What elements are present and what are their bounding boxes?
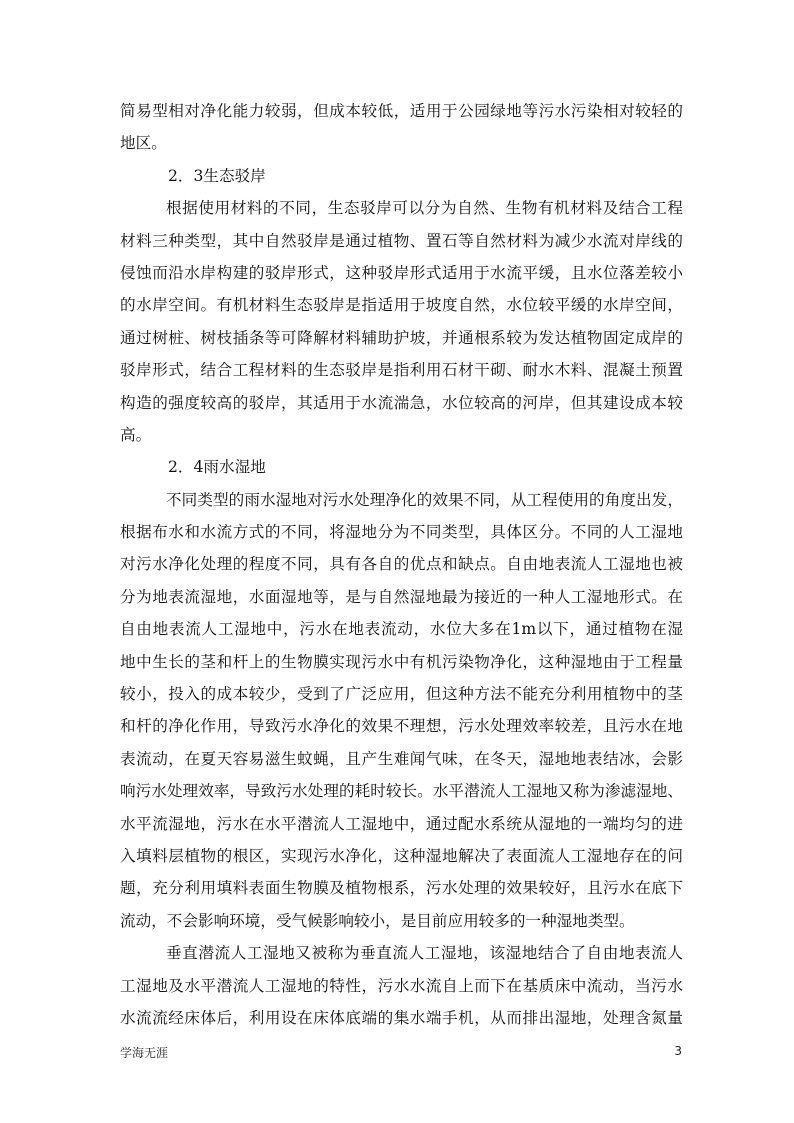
text-line: 水平流湿地，污水在水平潜流人工湿地中，通过配水系统从湿地的一端均匀的进 bbox=[120, 814, 683, 833]
text-line: 自由地表流人工湿地中，污水在地表流动，水位大多在1m以下，通过植物在湿 bbox=[120, 620, 683, 639]
text-line: 和杆的净化作用，导致污水净化的效果不理想，污水处理效率较差，且污水在地 bbox=[120, 717, 683, 736]
text-line: 简易型相对净化能力较弱，但成本较低，适用于公园绿地等污水污染相对较轻的 bbox=[120, 102, 683, 120]
footer-text: 学海无涯 bbox=[120, 1046, 169, 1060]
text-line: 侵蚀而沿水岸构建的驳岸形式，这种驳岸形式适用于水流平缓，且水位落差较小 bbox=[120, 263, 683, 282]
text-line: 分为地表流湿地，水面湿地等，是与自然湿地最为接近的一种人工湿地形式。在 bbox=[120, 587, 683, 606]
text-line: 水流流经床体后，利用设在床体底端的集水端手机，从而排出湿地，处理含氮量 bbox=[120, 1008, 683, 1027]
text-line: 地中生长的茎和杆上的生物膜实现污水中有机污染物净化，这种湿地由于工程量 bbox=[120, 652, 683, 671]
text-line: 地区。 bbox=[120, 134, 167, 153]
text-line: 通过树桩、树枝插条等可降解材料辅助护坡，并通根系较为发达植物固定成岸的 bbox=[120, 328, 683, 347]
text-line: 响污水处理效率，导致污水处理的耗时较长。水平潜流人工湿地又称为渗滤湿地、 bbox=[120, 782, 683, 801]
text-line: 表流动，在夏天容易滋生蚊蝇，且产生难闻气味，在冬天，湿地地表结冰，会影 bbox=[120, 749, 683, 768]
text-line: 构造的强度较高的驳岸，其适用于水流湍急，水位较高的河岸，但其建设成本较 bbox=[120, 393, 683, 412]
document-body bbox=[120, 95, 683, 1034]
text-line: 的水岸空间。有机材料生态驳岸是指适用于坡度自然，水位较平缓的水岸空间， bbox=[120, 296, 683, 315]
text-line: 题，充分利用填料表面生物膜及植物根系，污水处理的效果较好，且污水在底下 bbox=[120, 879, 683, 898]
text-line: 高。 bbox=[120, 425, 152, 444]
text-line: 垂直潜流人工湿地又被称为垂直流人工湿地，该湿地结合了自由地表流人 bbox=[166, 944, 683, 963]
text-line: 较小，投入的成本较少，受到了广泛应用，但这种方法不能充分利用植物中的茎 bbox=[120, 685, 683, 704]
text-line: 流动，不会影响环境，受气候影响较小，是目前应用较多的一种湿地类型。 bbox=[120, 911, 635, 930]
text-line: 根据使用材料的不同，生态驳岸可以分为自然、生物有机材料及结合工程 bbox=[166, 199, 683, 218]
text-line: 驳岸形式，结合工程材料的生态驳岸是指利用石材干砌、耐水木料、混凝土预置 bbox=[120, 361, 683, 380]
text-line: 根据布水和水流方式的不同，将湿地分为不同类型，具体区分。不同的人工湿地 bbox=[120, 523, 683, 542]
page-number: 3 bbox=[674, 1044, 682, 1058]
section-heading-2-4: 2．4雨水湿地 bbox=[168, 458, 266, 477]
text-line: 对污水净化处理的程度不同，具有各自的优点和缺点。自由地表流人工湿地也被 bbox=[120, 555, 683, 574]
text-line: 入填料层植物的根区，实现污水净化，这种湿地解决了表面流人工湿地存在的问 bbox=[120, 846, 683, 865]
section-heading-2-3: 2．3生态驳岸 bbox=[168, 166, 266, 185]
text-line: 不同类型的雨水湿地对污水处理净化的效果不同，从工程使用的角度出发， bbox=[166, 490, 683, 509]
text-line: 材料三种类型，其中自然驳岸是通过植物、置石等自然材料为减少水流对岸线的 bbox=[120, 231, 683, 250]
text-line: 工湿地及水平潜流人工湿地的特性，污水水流自上而下在基质床中流动，当污水 bbox=[120, 976, 683, 995]
